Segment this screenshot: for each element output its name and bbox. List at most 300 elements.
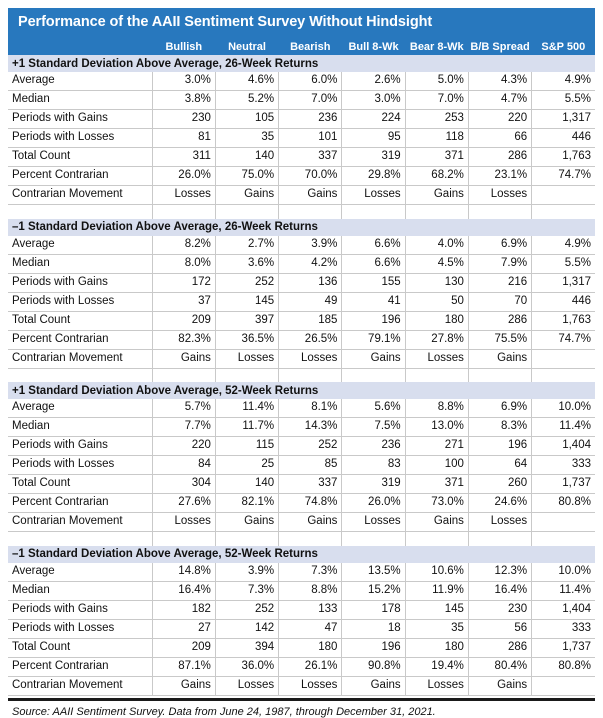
table-cell: 8.0% xyxy=(152,254,215,273)
table-cell: 337 xyxy=(279,475,342,494)
table-cell: 35 xyxy=(215,129,278,148)
spacer-cell xyxy=(405,532,468,546)
table-cell: 118 xyxy=(405,129,468,148)
table-cell: 4.9% xyxy=(532,72,595,91)
table-cell: 3.9% xyxy=(215,563,278,582)
table-cell: 140 xyxy=(215,148,278,167)
table-cell: Losses xyxy=(468,513,531,532)
table-cell: 286 xyxy=(468,148,531,167)
table-cell: 319 xyxy=(342,148,405,167)
row-label: Percent Contrarian xyxy=(8,494,152,513)
row-label: Periods with Gains xyxy=(8,273,152,292)
spacer-cell xyxy=(215,205,278,219)
table-cell: 209 xyxy=(152,311,215,330)
table-cell: 230 xyxy=(468,600,531,619)
section-spacer-row xyxy=(8,368,595,382)
spacer-cell xyxy=(532,532,595,546)
table-cell: 145 xyxy=(405,600,468,619)
table-cell: 333 xyxy=(532,619,595,638)
spacer-cell xyxy=(215,368,278,382)
table-cell: 133 xyxy=(279,600,342,619)
table-closing-rule xyxy=(8,698,595,701)
table-cell: 7.5% xyxy=(342,418,405,437)
table-row xyxy=(8,236,595,255)
table-row xyxy=(8,475,595,494)
table-cell: 182 xyxy=(152,600,215,619)
table-cell: 1,404 xyxy=(532,600,595,619)
spacer-cell xyxy=(8,205,152,219)
table-cell: 7.9% xyxy=(468,254,531,273)
table-cell: 75.0% xyxy=(215,167,278,186)
source-note: Source: AAII Sentiment Survey. Data from June 24, 1987, through December 31, 2021. xyxy=(12,706,436,718)
table-cell: 4.5% xyxy=(405,254,468,273)
table-cell: 13.5% xyxy=(342,563,405,582)
table-cell: 74.7% xyxy=(532,167,595,186)
table-cell: 74.8% xyxy=(279,494,342,513)
spacer-cell xyxy=(468,532,531,546)
table-cell: 5.2% xyxy=(215,91,278,110)
table-cell: 1,763 xyxy=(532,148,595,167)
table-cell: 85 xyxy=(279,456,342,475)
table-cell: 196 xyxy=(342,638,405,657)
table-cell: 333 xyxy=(532,456,595,475)
table-cell: 3.6% xyxy=(215,254,278,273)
row-label: Periods with Losses xyxy=(8,129,152,148)
spacer-cell xyxy=(532,205,595,219)
table-cell: 2.7% xyxy=(215,236,278,255)
table-cell: 224 xyxy=(342,110,405,129)
table-cell: 23.1% xyxy=(468,167,531,186)
row-label: Contrarian Movement xyxy=(8,349,152,368)
table-cell: 83 xyxy=(342,456,405,475)
row-label: Periods with Gains xyxy=(8,600,152,619)
table-cell: 26.0% xyxy=(152,167,215,186)
table-row xyxy=(8,91,595,110)
table-row xyxy=(8,273,595,292)
table-cell: 7.7% xyxy=(152,418,215,437)
table-cell: 180 xyxy=(405,311,468,330)
section-spacer-row xyxy=(8,532,595,546)
table-body xyxy=(8,55,595,695)
table-cell: 4.6% xyxy=(215,72,278,91)
page-title: Performance of the AAII Sentiment Survey Without Hindsight xyxy=(18,14,433,30)
table-cell: 196 xyxy=(342,311,405,330)
table-row xyxy=(8,110,595,129)
column-header-bear-8wk: Bear 8-Wk xyxy=(409,41,464,53)
table-cell: 14.8% xyxy=(152,563,215,582)
spacer-cell xyxy=(468,205,531,219)
table-cell: 7.0% xyxy=(405,91,468,110)
table-cell: 337 xyxy=(279,148,342,167)
spacer-cell xyxy=(405,205,468,219)
table-row xyxy=(8,563,595,582)
performance-table xyxy=(8,36,595,696)
spacer-cell xyxy=(8,532,152,546)
table-cell: 35 xyxy=(405,619,468,638)
table-cell: Losses xyxy=(152,186,215,205)
table-cell: 11.9% xyxy=(405,581,468,600)
table-cell: 236 xyxy=(342,437,405,456)
spacer-cell xyxy=(342,205,405,219)
table-cell: 319 xyxy=(342,475,405,494)
table-cell: 260 xyxy=(468,475,531,494)
table-cell: 87.1% xyxy=(152,657,215,676)
table-cell: Gains xyxy=(405,186,468,205)
table-row xyxy=(8,292,595,311)
spacer-cell xyxy=(405,368,468,382)
spacer-cell xyxy=(152,205,215,219)
table-cell: 446 xyxy=(532,129,595,148)
table-cell: 82.3% xyxy=(152,330,215,349)
table-cell: 10.0% xyxy=(532,563,595,582)
table-cell: Losses xyxy=(342,513,405,532)
table-cell: 394 xyxy=(215,638,278,657)
table-row xyxy=(8,513,595,532)
table-cell: 178 xyxy=(342,600,405,619)
spacer-cell xyxy=(532,368,595,382)
table-cell: Losses xyxy=(468,186,531,205)
row-label: Periods with Losses xyxy=(8,292,152,311)
section-heading-row xyxy=(8,382,595,399)
table-cell: 25 xyxy=(215,456,278,475)
table-cell: 140 xyxy=(215,475,278,494)
table-cell: 26.0% xyxy=(342,494,405,513)
table-cell: 68.2% xyxy=(405,167,468,186)
table-cell: 74.7% xyxy=(532,330,595,349)
table-cell: 6.0% xyxy=(279,72,342,91)
column-header-row xyxy=(8,36,595,55)
table-cell: 41 xyxy=(342,292,405,311)
table-cell: Gains xyxy=(215,186,278,205)
row-label: Average xyxy=(8,236,152,255)
table-row xyxy=(8,72,595,91)
table-cell: 3.0% xyxy=(342,91,405,110)
table-cell: 10.0% xyxy=(532,399,595,418)
row-label: Median xyxy=(8,581,152,600)
table-cell: 11.4% xyxy=(532,581,595,600)
row-label: Average xyxy=(8,563,152,582)
table-cell: 56 xyxy=(468,619,531,638)
spacer-cell xyxy=(8,368,152,382)
table-row xyxy=(8,676,595,695)
spacer-cell xyxy=(342,368,405,382)
table-cell: 252 xyxy=(215,273,278,292)
row-label: Total Count xyxy=(8,638,152,657)
table-cell: 220 xyxy=(468,110,531,129)
table-cell: 8.3% xyxy=(468,418,531,437)
row-label: Average xyxy=(8,72,152,91)
row-label: Periods with Losses xyxy=(8,619,152,638)
table-cell: 50 xyxy=(405,292,468,311)
table-cell: 70.0% xyxy=(279,167,342,186)
table-cell: 75.5% xyxy=(468,330,531,349)
spacer-cell xyxy=(342,532,405,546)
table-row xyxy=(8,619,595,638)
table-cell: 185 xyxy=(279,311,342,330)
table-cell: 11.4% xyxy=(215,399,278,418)
table-cell: 311 xyxy=(152,148,215,167)
table-cell: 4.0% xyxy=(405,236,468,255)
table-cell: 27 xyxy=(152,619,215,638)
table-row xyxy=(8,349,595,368)
table-cell: Losses xyxy=(342,186,405,205)
table-cell: 8.2% xyxy=(152,236,215,255)
table-cell xyxy=(532,186,595,205)
table-cell: 24.6% xyxy=(468,494,531,513)
table-cell: Gains xyxy=(152,349,215,368)
table-cell: Gains xyxy=(468,676,531,695)
table-cell: 84 xyxy=(152,456,215,475)
row-label: Contrarian Movement xyxy=(8,186,152,205)
table-header xyxy=(8,36,595,55)
row-label: Percent Contrarian xyxy=(8,657,152,676)
table-cell: 252 xyxy=(215,600,278,619)
table-cell: 8.1% xyxy=(279,399,342,418)
table-cell: 397 xyxy=(215,311,278,330)
table-cell: Gains xyxy=(405,513,468,532)
table-cell: 216 xyxy=(468,273,531,292)
table-cell: 196 xyxy=(468,437,531,456)
table-cell: 4.9% xyxy=(532,236,595,255)
table-row xyxy=(8,418,595,437)
table-cell: 155 xyxy=(342,273,405,292)
spacer-cell xyxy=(279,368,342,382)
table-cell: 5.7% xyxy=(152,399,215,418)
column-header-neutral: Neutral xyxy=(228,41,266,53)
table-row xyxy=(8,600,595,619)
table-cell xyxy=(532,513,595,532)
row-label: Median xyxy=(8,418,152,437)
table-cell: 26.1% xyxy=(279,657,342,676)
column-header-bb-spread: B/B Spread xyxy=(470,41,530,53)
table-cell: 105 xyxy=(215,110,278,129)
table-cell: Gains xyxy=(215,513,278,532)
row-label: Total Count xyxy=(8,475,152,494)
table-cell: Gains xyxy=(279,513,342,532)
table-cell: 1,317 xyxy=(532,273,595,292)
spacer-cell xyxy=(152,368,215,382)
table-cell: 49 xyxy=(279,292,342,311)
table-cell: 16.4% xyxy=(152,581,215,600)
table-row xyxy=(8,494,595,513)
row-label: Contrarian Movement xyxy=(8,513,152,532)
table-cell: 1,737 xyxy=(532,638,595,657)
table-cell: 18 xyxy=(342,619,405,638)
table-cell: 6.6% xyxy=(342,236,405,255)
table-cell: 4.2% xyxy=(279,254,342,273)
row-label: Median xyxy=(8,91,152,110)
table-cell: 446 xyxy=(532,292,595,311)
table-cell: Losses xyxy=(279,676,342,695)
row-label: Periods with Gains xyxy=(8,437,152,456)
row-label: Average xyxy=(8,399,152,418)
table-cell: Losses xyxy=(405,676,468,695)
table-row xyxy=(8,167,595,186)
table-cell: 6.9% xyxy=(468,236,531,255)
table-cell xyxy=(532,676,595,695)
table-cell: 8.8% xyxy=(405,399,468,418)
section-heading-label: +1 Standard Deviation Above Average, 26-Week Returns xyxy=(12,57,319,70)
row-label: Median xyxy=(8,254,152,273)
row-label: Periods with Gains xyxy=(8,110,152,129)
table-cell: 95 xyxy=(342,129,405,148)
spacer-cell xyxy=(279,205,342,219)
title-bar xyxy=(8,8,595,36)
table-cell: 7.3% xyxy=(215,581,278,600)
table-cell: 15.2% xyxy=(342,581,405,600)
table-cell: 81 xyxy=(152,129,215,148)
table-cell: 209 xyxy=(152,638,215,657)
table-cell: 101 xyxy=(279,129,342,148)
table-row xyxy=(8,437,595,456)
table-cell: Gains xyxy=(152,676,215,695)
table-row xyxy=(8,638,595,657)
table-row xyxy=(8,581,595,600)
table-cell: 66 xyxy=(468,129,531,148)
table-cell: 8.8% xyxy=(279,581,342,600)
section-heading-row xyxy=(8,546,595,563)
table-cell: 3.9% xyxy=(279,236,342,255)
table-cell: 2.6% xyxy=(342,72,405,91)
table-cell: 371 xyxy=(405,148,468,167)
table-cell: 19.4% xyxy=(405,657,468,676)
table-cell: 36.5% xyxy=(215,330,278,349)
column-header-bearish: Bearish xyxy=(290,41,331,53)
section-heading-row xyxy=(8,219,595,236)
table-cell: Losses xyxy=(152,513,215,532)
table-cell: Gains xyxy=(342,349,405,368)
table-cell: 7.0% xyxy=(279,91,342,110)
table-row xyxy=(8,186,595,205)
row-label: Periods with Losses xyxy=(8,456,152,475)
column-header-rowlabel xyxy=(8,36,152,55)
table-cell: 220 xyxy=(152,437,215,456)
table-cell: 236 xyxy=(279,110,342,129)
spacer-cell xyxy=(215,532,278,546)
table-cell: 11.4% xyxy=(532,418,595,437)
table-row xyxy=(8,148,595,167)
section-spacer-row xyxy=(8,205,595,219)
table-cell: 130 xyxy=(405,273,468,292)
section-heading-label: +1 Standard Deviation Above Average, 52-Week Returns xyxy=(12,384,319,397)
table-cell: Gains xyxy=(342,676,405,695)
table-cell: 27.6% xyxy=(152,494,215,513)
table-cell: 37 xyxy=(152,292,215,311)
table-cell: 27.8% xyxy=(405,330,468,349)
row-label: Total Count xyxy=(8,148,152,167)
table-cell: 252 xyxy=(279,437,342,456)
table-cell: 80.8% xyxy=(532,494,595,513)
table-cell: Gains xyxy=(468,349,531,368)
table-cell: Losses xyxy=(215,676,278,695)
table-cell: 4.7% xyxy=(468,91,531,110)
table-cell: 11.7% xyxy=(215,418,278,437)
table-cell: 80.4% xyxy=(468,657,531,676)
table-cell: 79.1% xyxy=(342,330,405,349)
row-label: Percent Contrarian xyxy=(8,167,152,186)
table-cell: 36.0% xyxy=(215,657,278,676)
row-label: Percent Contrarian xyxy=(8,330,152,349)
table-cell: 64 xyxy=(468,456,531,475)
table-cell: 286 xyxy=(468,638,531,657)
table-cell: Losses xyxy=(405,349,468,368)
table-cell: Losses xyxy=(215,349,278,368)
table-cell: 16.4% xyxy=(468,581,531,600)
table-cell: 271 xyxy=(405,437,468,456)
table-cell: 230 xyxy=(152,110,215,129)
table-cell: 304 xyxy=(152,475,215,494)
table-cell: 82.1% xyxy=(215,494,278,513)
spacer-cell xyxy=(152,532,215,546)
table-cell: 180 xyxy=(279,638,342,657)
table-row xyxy=(8,311,595,330)
table-cell: 6.6% xyxy=(342,254,405,273)
table-cell: 180 xyxy=(405,638,468,657)
section-heading-row xyxy=(8,55,595,72)
table-row xyxy=(8,129,595,148)
table-cell: 47 xyxy=(279,619,342,638)
table-cell: 70 xyxy=(468,292,531,311)
table-row xyxy=(8,657,595,676)
table-cell: 172 xyxy=(152,273,215,292)
spacer-cell xyxy=(468,368,531,382)
column-header-bull-8wk: Bull 8-Wk xyxy=(348,41,399,53)
table-cell: 10.6% xyxy=(405,563,468,582)
table-cell: 26.5% xyxy=(279,330,342,349)
table-cell: 371 xyxy=(405,475,468,494)
column-header-bullish: Bullish xyxy=(165,41,203,53)
table-cell: Gains xyxy=(279,186,342,205)
table-cell: 3.0% xyxy=(152,72,215,91)
section-heading-label: –1 Standard Deviation Above Average, 26-Week Returns xyxy=(12,221,318,233)
table-row xyxy=(8,456,595,475)
table-cell: 1,317 xyxy=(532,110,595,129)
table-cell: 73.0% xyxy=(405,494,468,513)
table-cell: 5.0% xyxy=(405,72,468,91)
row-label: Total Count xyxy=(8,311,152,330)
table-cell: 5.6% xyxy=(342,399,405,418)
table-cell: 253 xyxy=(405,110,468,129)
table-cell: 5.5% xyxy=(532,91,595,110)
table-row xyxy=(8,254,595,273)
row-label: Contrarian Movement xyxy=(8,676,152,695)
table-cell: 90.8% xyxy=(342,657,405,676)
table-cell: 12.3% xyxy=(468,563,531,582)
table-cell: 5.5% xyxy=(532,254,595,273)
table-cell: 145 xyxy=(215,292,278,311)
table-cell: 115 xyxy=(215,437,278,456)
table-cell: 142 xyxy=(215,619,278,638)
table-cell: 14.3% xyxy=(279,418,342,437)
table-cell: 1,737 xyxy=(532,475,595,494)
spacer-cell xyxy=(279,532,342,546)
table-cell: 3.8% xyxy=(152,91,215,110)
section-heading-label: –1 Standard Deviation Above Average, 52-Week Returns xyxy=(12,548,318,560)
table-cell: 6.9% xyxy=(468,399,531,418)
table-cell: 29.8% xyxy=(342,167,405,186)
column-header-sp500: S&P 500 xyxy=(541,41,586,53)
table-cell: 286 xyxy=(468,311,531,330)
table-cell: Losses xyxy=(279,349,342,368)
table-cell: 80.8% xyxy=(532,657,595,676)
table-cell: 4.3% xyxy=(468,72,531,91)
table-cell: 13.0% xyxy=(405,418,468,437)
table-cell: 1,404 xyxy=(532,437,595,456)
table-cell: 136 xyxy=(279,273,342,292)
table-row xyxy=(8,399,595,418)
table-cell: 1,763 xyxy=(532,311,595,330)
table-cell: 7.3% xyxy=(279,563,342,582)
